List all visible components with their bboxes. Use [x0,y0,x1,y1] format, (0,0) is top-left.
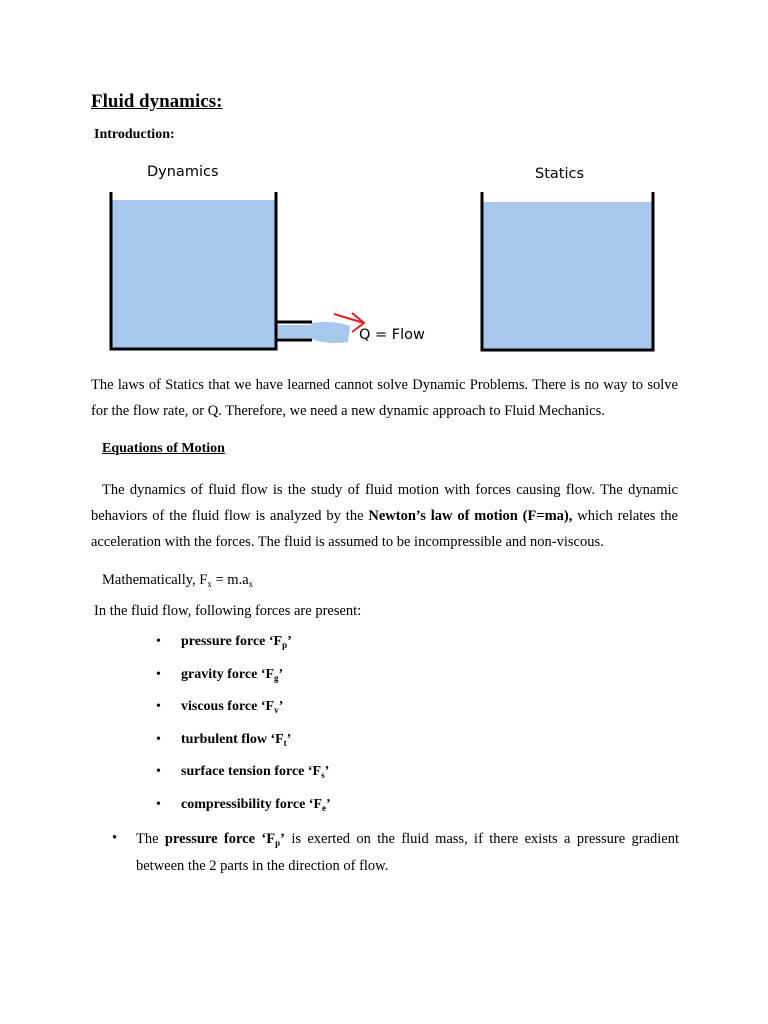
bullet: • [156,796,161,812]
force-label: surface tension force ‘$F_s$’ [181,764,330,780]
bullet: • [156,634,161,649]
dynamics-fluid [111,200,275,349]
pressure-text-2: is exerted on the fluid mass, if there exists a pressure gradient between the 2 parts in the direction of flow. [136,831,679,874]
pressure-force-paragraph [136,826,679,880]
equation-sub-1: x [207,579,212,589]
bullet: • [156,699,161,714]
equation-middle: = m.a [211,572,249,588]
statics-label: Statics [535,166,585,182]
intro-paragraph: The laws of Statics that we have learned cannot solve Dynamic Problems. There is no way to solve for the flow rate, or Q. Therefore, we need a new dynamic approach to Fluid Mechanics. [91,377,678,419]
bullet: • [156,731,161,747]
bullet: • [112,830,118,846]
forces-intro: In the fluid flow, following forces are present: [94,603,362,619]
outflow-stream [311,322,350,343]
dynamics-label: Dynamics [147,164,219,180]
statics-fluid [483,202,652,349]
bullet: • [156,666,161,682]
pressure-text-1: The [136,831,165,847]
math-equation [102,572,253,589]
bullet: • [156,764,161,779]
equation-prefix: Mathematically, F [102,572,208,588]
section-subtitle: Introduction: [94,127,175,142]
motion-text-1: The dynamics of fluid flow is the study of fluid motion with forces causing flow. The dynamic behaviors of the fluid flow is analyzed by the [91,482,678,524]
motion-text-2: which relates the acceleration with the forces. The fluid is assumed to be incompressible and non-viscous. [91,508,678,550]
flow-label: Q = Flow [359,327,425,343]
force-label: gravity force ‘$F_g$’ [181,666,284,683]
force-label: pressure force ‘$F_p$’ [181,634,292,650]
outlet-fluid [275,325,311,338]
tank-diagram [0,150,768,365]
motion-paragraph [91,477,678,555]
force-label: viscous force ‘$F_v$’ [181,699,284,715]
force-label: turbulent flow ‘$F_t$’ [181,731,292,748]
pressure-force-term: pressure force ‘$F_p$’ [164,831,285,848]
newton-law: Newton’s law of motion (F=ma), [368,508,573,524]
page-title: Fluid dynamics: [91,91,223,112]
equation-sub-2: x [248,579,254,589]
force-label: compressibility force ‘$F_e$’ [181,796,331,813]
equations-heading: Equations of Motion [102,441,225,456]
